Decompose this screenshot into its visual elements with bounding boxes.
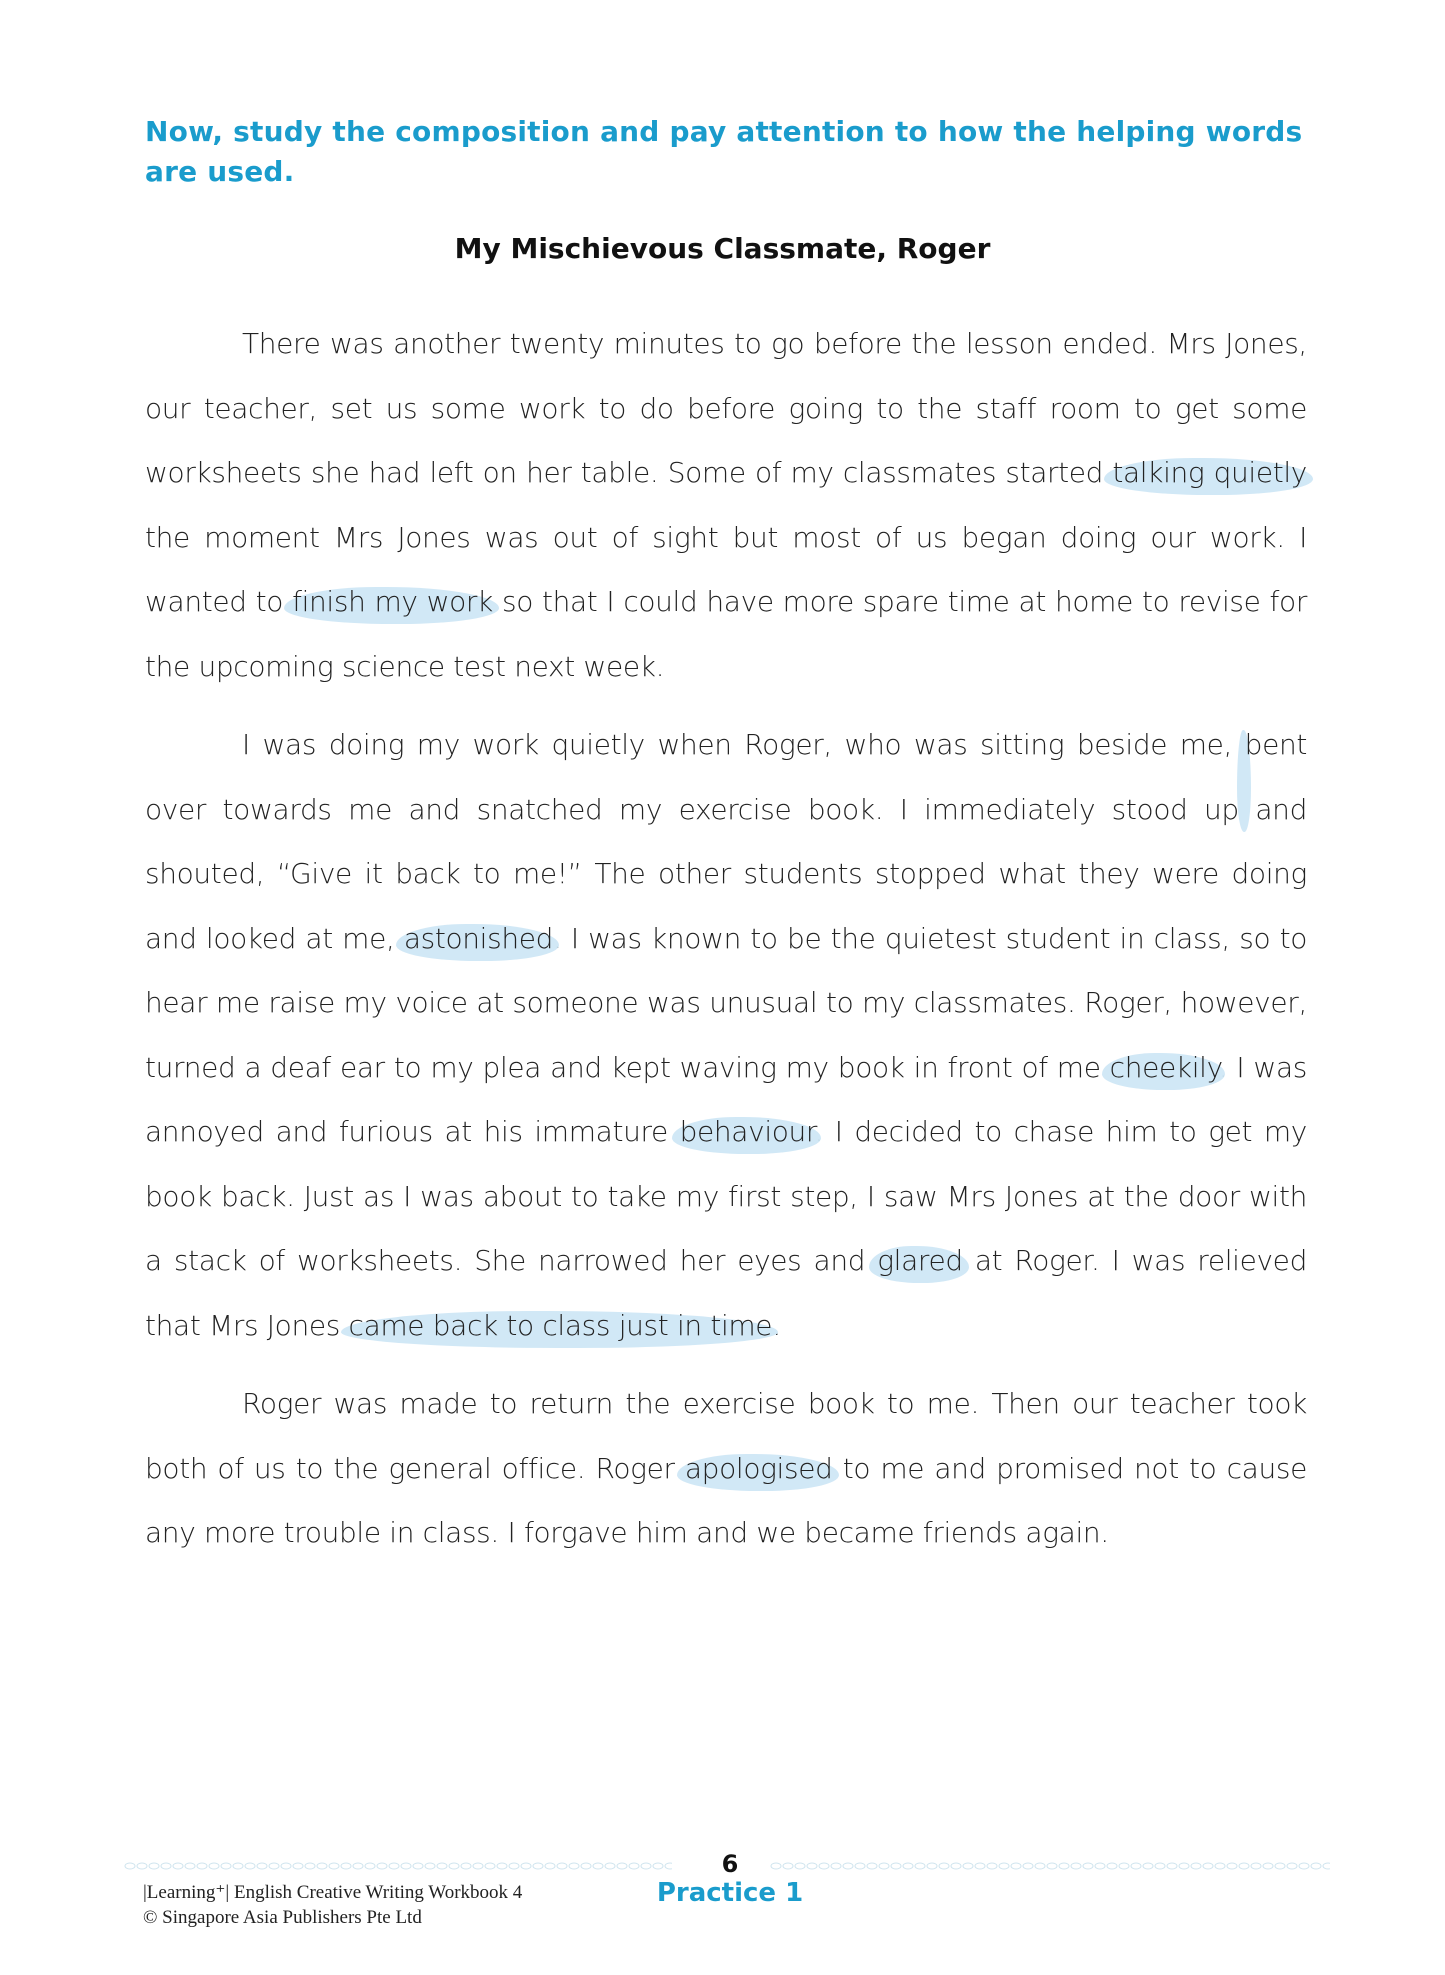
highlighted-helping-word: astonished <box>403 921 554 955</box>
highlighted-helping-word: finish my work <box>292 585 493 618</box>
paragraph-text: Roger was made to return the exercise book to me. Then our teacher took both of us to the general office. Roger <box>145 1387 1307 1485</box>
highlighted-helping-word: bent over <box>145 728 1307 826</box>
highlighted-helping-word: glared <box>877 1244 963 1277</box>
chain-pattern-icon <box>124 1862 672 1870</box>
paragraph-text: . I decided to chase him to get my book back. Just as I was about to take my first step, I saw Mrs Jones at the door with a stack of worksheets. She narrowed her eyes and <box>145 1115 1307 1277</box>
paragraph-text: I was doing my work quietly when Roger, who was sitting beside me, <box>242 728 1245 761</box>
highlighted-helping-word: behaviour <box>679 1115 815 1148</box>
paragraph-text: at Roger. I was relieved that Mrs Jones <box>145 1244 1307 1342</box>
paragraph-text: . <box>772 1308 781 1342</box>
chain-pattern-icon <box>770 1862 1330 1870</box>
paragraph-2 <box>145 713 1307 1358</box>
footer-copyright: © Singapore Asia Publishers Pte Ltd <box>143 1907 422 1928</box>
section-label: Practice 1 <box>656 1878 804 1908</box>
page-number: 6 <box>721 1850 739 1878</box>
highlighted-helping-word: talking quietly <box>1112 456 1307 489</box>
paragraph-3 <box>145 1372 1307 1566</box>
highlighted-helping-word: cheekily <box>1109 1050 1219 1084</box>
paragraph-text: towards me and snatched my exercise book. I immediately stood up and shouted, “Give it back to me!” The other students stopped what they were doing and looked at me, <box>145 792 1307 955</box>
paragraph-text: There was another twenty minutes to go before the lesson ended. Mrs Jones, our teacher, set us some work to do before going to the staff room to get some worksheets she had left on her table. Some of my classmates started <box>145 327 1307 489</box>
paragraph-text: . I was annoyed and furious at his immature <box>145 1050 1307 1148</box>
composition-title: My Mischievous Classmate, Roger <box>454 232 991 265</box>
composition-body <box>145 312 1307 1580</box>
footer-decorative-border-left <box>124 1862 672 1870</box>
paragraph-text: the moment Mrs Jones was out of sight but most of us began doing our work. I wanted to <box>145 520 1307 618</box>
footer-book-title: |Learning⁺| English Creative Writing Workbook 4 <box>143 1882 523 1903</box>
paragraph-text: . I was known to be the quietest student in class, so to hear me raise my voice at someone was unusual to my classmates. Roger, however, turned a deaf ear to my plea and kept waving my book in front of me <box>145 921 1308 1084</box>
paragraph-text: to me and promised not to cause any more trouble in class. I forgave him and we became friends again. <box>145 1451 1307 1549</box>
footer-decorative-border-right <box>770 1862 1330 1870</box>
highlighted-helping-word: came back to class just in time <box>348 1308 773 1342</box>
paragraph-1 <box>145 312 1307 699</box>
instruction-heading: Now, study the composition and pay attention to how the helping words are used. <box>145 115 1303 188</box>
paragraph-text: so that I could have more spare time at home to revise for the upcoming science test next week. <box>145 585 1307 683</box>
highlighted-helping-word: apologised <box>684 1451 833 1485</box>
